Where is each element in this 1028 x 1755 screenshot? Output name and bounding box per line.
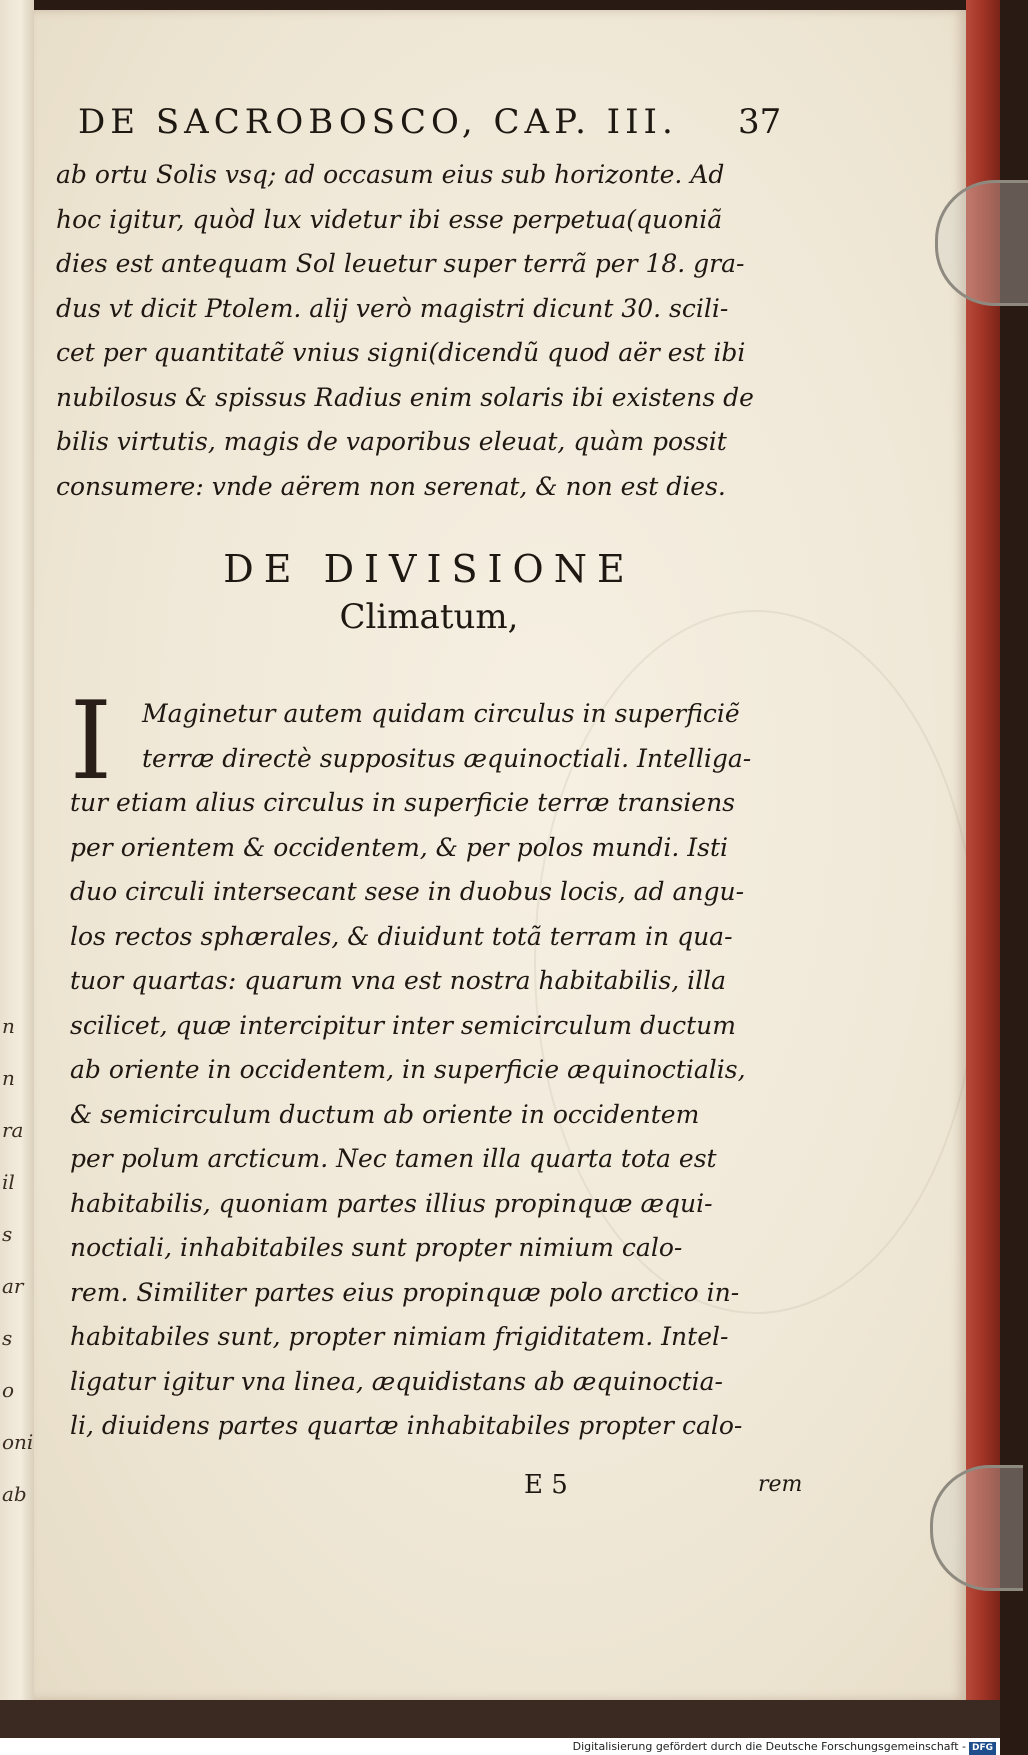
catchword: rem	[758, 1472, 803, 1497]
body-paragraph	[70, 692, 830, 1449]
facing-page-fragment: s	[2, 1326, 13, 1350]
text-line: & semicirculum ductum ab oriente in occidentem	[70, 1099, 700, 1129]
text-line: duo circuli intersecant sese in duobus locis, ad angu-	[70, 877, 745, 906]
text-line: rem. Similiter partes eius propinquæ polo arctico in-	[70, 1277, 740, 1307]
text-line: tuor quartas: quarum vna est nostra habitabilis, illa	[70, 966, 727, 995]
text-line: ligatur igitur vna linea, æquidistans ab æquinoctia-	[70, 1366, 724, 1396]
drop-initial: I	[69, 679, 113, 804]
footer-text: Digitalisierung gefördert durch die Deutsche Forschungsgemeinschaft -	[572, 1740, 966, 1753]
running-head	[78, 102, 782, 142]
section-heading	[194, 545, 664, 641]
facing-page-fragments	[0, 1000, 36, 1506]
facing-page-fragment: oni	[2, 1430, 34, 1454]
page-number: 37	[738, 102, 782, 142]
dfg-logo: DFG	[969, 1742, 996, 1755]
text-line: bilis virtutis, magis de vaporibus eleuat, quàm possit	[56, 427, 727, 456]
section-heading-line2: Climatum,	[339, 597, 519, 637]
top-paragraph	[56, 153, 816, 509]
facing-page-fragment: s	[2, 1222, 13, 1246]
book-bottom-edge	[0, 1700, 1000, 1738]
section-heading-line1: DE DIVISIONE	[223, 547, 635, 591]
facing-page-fragment: ar	[2, 1274, 24, 1298]
text-line: ab ortu Solis vsq; ad occasum eius sub horizonte. Ad	[56, 160, 725, 189]
text-line: habitabiles sunt, propter nimiam frigiditatem. Intel-	[70, 1322, 729, 1351]
text-line: terræ directè suppositus æquinoctiali. Intelliga-	[142, 743, 752, 773]
book-page	[34, 10, 966, 1700]
running-head-title: DE SACROBOSCO, CAP. III.	[78, 102, 678, 142]
text-line: nubilosus & spissus Radius enim solaris ibi existens de	[56, 382, 754, 412]
facing-page-fragment: n	[2, 1066, 15, 1090]
text-line: dus vt dicit Ptolem. alij verò magistri dicunt 30. scili-	[56, 293, 729, 323]
digitization-footer	[0, 1738, 1000, 1755]
text-line: habitabilis, quoniam partes illius propinquæ æqui-	[70, 1188, 713, 1218]
text-line: per orientem & occidentem, & per polos mundi. Isti	[70, 832, 728, 862]
text-line: per polum arcticum. Nec tamen illa quarta tota est	[70, 1144, 717, 1173]
text-line: scilicet, quæ intercipitur inter semicirculum ductum	[70, 1010, 736, 1040]
facing-page-fragment: il	[2, 1170, 15, 1194]
text-line: tur etiam alius circulus in superficie terræ transiens	[70, 788, 736, 817]
text-line: cet per quantitatẽ vnius signi(dicendũ quod aër est ibi	[56, 338, 746, 367]
text-line: li, diuidens partes quartæ inhabitabiles propter calo-	[70, 1411, 743, 1440]
text-line: los rectos sphærales, & diuidunt totã terram in qua-	[70, 921, 733, 951]
facing-page-fragment: ab	[2, 1482, 27, 1506]
signature-mark: E 5	[524, 1470, 568, 1500]
text-line: noctiali, inhabitabiles sunt propter nimium calo-	[70, 1233, 683, 1262]
facing-page-fragment: n	[2, 1014, 15, 1038]
text-line: hoc igitur, quòd lux videtur ibi esse perpetua(quoniã	[56, 204, 723, 234]
text-line: ab oriente in occidentem, in superficie æquinoctialis,	[70, 1055, 746, 1084]
text-line: Maginetur autem quidam circulus in superficiẽ	[142, 699, 740, 728]
text-line: dies est antequam Sol leuetur super terrã per 18. gra-	[56, 249, 745, 278]
facing-page-fragment: ra	[2, 1118, 24, 1142]
facing-page-fragment: o	[2, 1378, 15, 1402]
text-line: consumere: vnde aërem non serenat, & non est dies.	[56, 471, 726, 501]
